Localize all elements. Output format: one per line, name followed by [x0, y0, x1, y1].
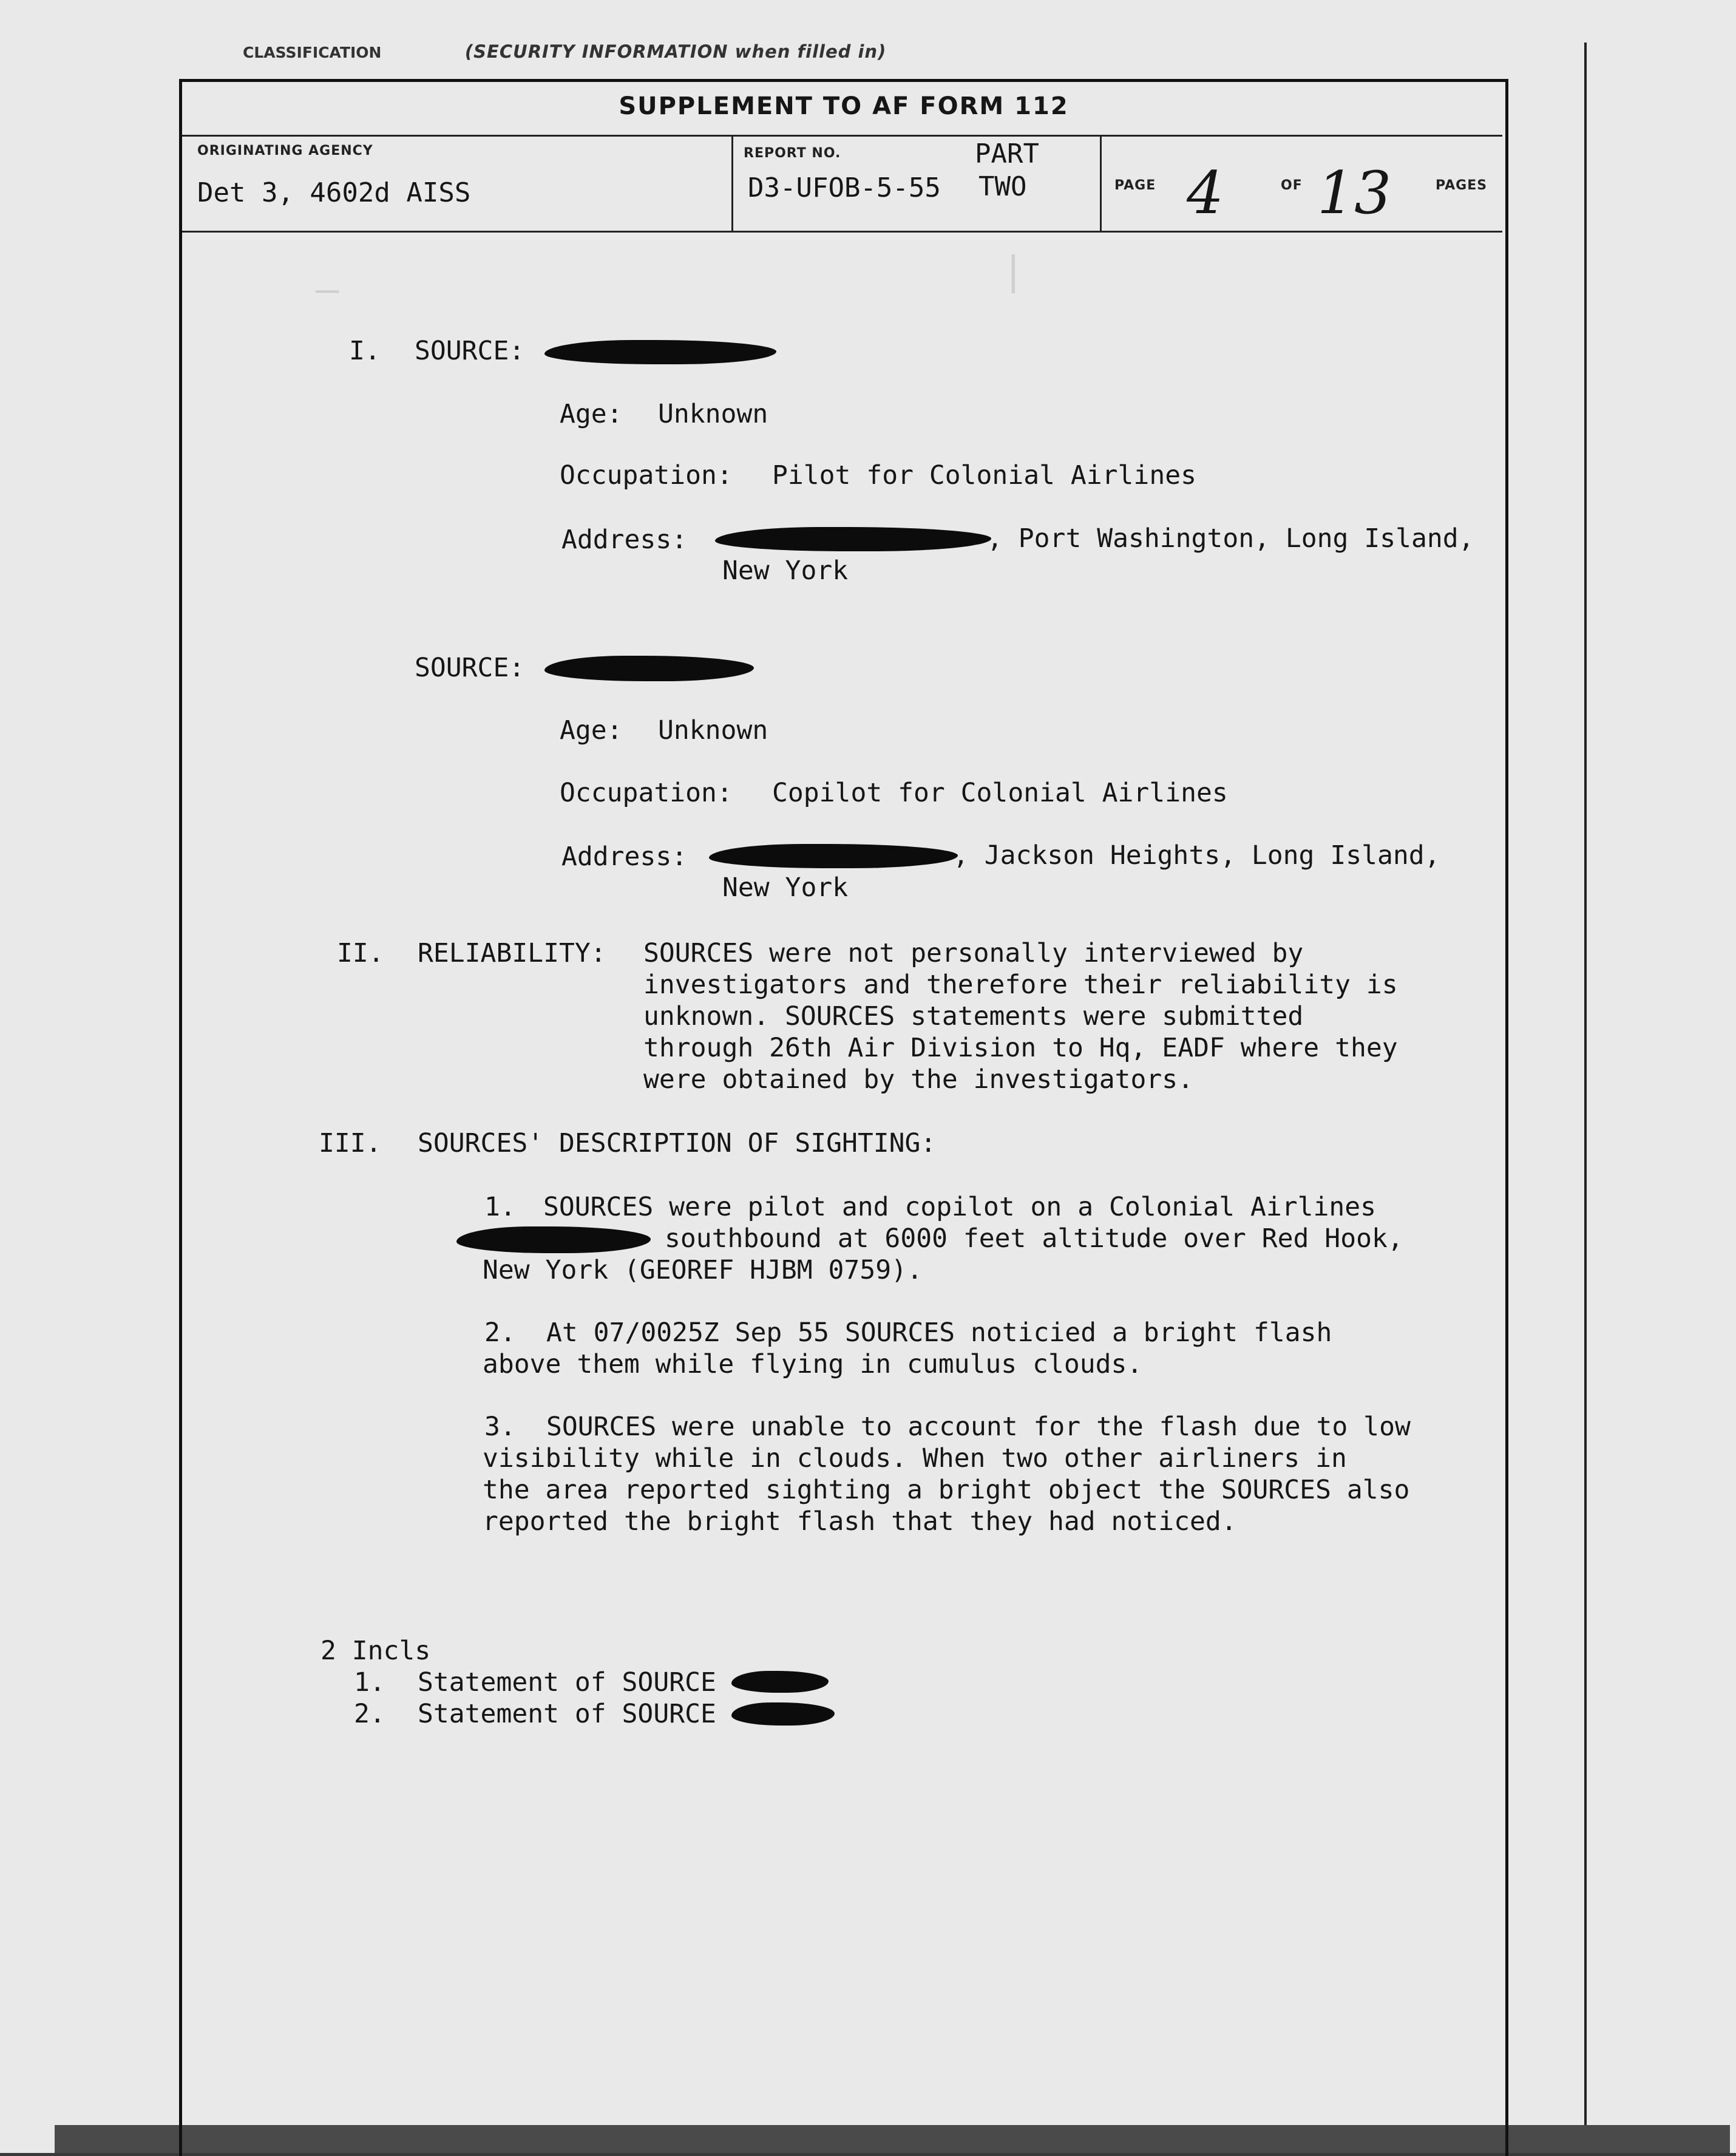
- originating-agency: Det 3, 4602d AISS: [197, 177, 471, 208]
- security-note: (SECURITY INFORMATION when filled in): [464, 41, 887, 62]
- section-1-numeral: I.: [349, 336, 381, 366]
- sighting-item-line: above them while flying in cumulus clouds.: [483, 1349, 1143, 1379]
- redaction-bar: [544, 340, 776, 364]
- reliability-line: investigators and therefore their reliability is: [643, 970, 1398, 1000]
- source-1-age-label: Age:: [560, 399, 623, 429]
- report-no-label: REPORT NO.: [744, 146, 841, 161]
- sighting-item-line: visibility while in clouds. When two other airliners in: [483, 1443, 1347, 1474]
- reliability-label: RELIABILITY:: [418, 938, 606, 968]
- sighting-item-line: reported the bright flash that they had noticed.: [483, 1506, 1237, 1537]
- source-1-address-line2: New York: [722, 556, 849, 586]
- header-divider: [731, 137, 733, 231]
- sighting-item-number: 1.: [484, 1192, 516, 1222]
- page-label: PAGE: [1114, 178, 1156, 193]
- sighting-item-line: New York (GEOREF HJBM 0759).: [483, 1255, 923, 1285]
- header-divider: [1100, 137, 1102, 231]
- form-frame: [179, 79, 1508, 2156]
- sighting-description-label: SOURCES' DESCRIPTION OF SIGHTING:: [418, 1128, 937, 1158]
- bleed-through-mark: |: [1002, 249, 1025, 294]
- source-1-address-label: Address:: [561, 525, 688, 555]
- sighting-item-line: the area reported sighting a bright object the SOURCES also: [483, 1475, 1410, 1505]
- source-2-address-label: Address:: [561, 842, 688, 872]
- source-2-address-line2: New York: [722, 872, 849, 903]
- inclosure-number: 1.: [354, 1667, 385, 1698]
- classification-label: CLASSIFICATION: [243, 44, 382, 61]
- reliability-line: were obtained by the investigators.: [643, 1064, 1194, 1095]
- redaction-bar: [709, 844, 958, 868]
- reliability-line: SOURCES were not personally interviewed by: [643, 938, 1304, 968]
- security-header: [243, 41, 886, 62]
- header-rule: [182, 231, 1502, 233]
- source-1-address-line1: , Port Washington, Long Island,: [987, 523, 1474, 554]
- source-1-label: SOURCE:: [415, 336, 525, 366]
- reliability-line: through 26th Air Division to Hq, EADF where they: [643, 1033, 1398, 1063]
- redaction-bar: [731, 1671, 829, 1693]
- source-2-label: SOURCE:: [415, 653, 525, 683]
- form-title: SUPPLEMENT TO AF FORM 112: [619, 92, 1069, 120]
- inclosure-text: Statement of SOURCE: [418, 1699, 716, 1729]
- sighting-item-line: At 07/0025Z Sep 55 SOURCES noticied a bright flash: [546, 1318, 1332, 1348]
- report-number: D3-UFOB-5-55: [748, 172, 941, 203]
- source-1-occupation-label: Occupation:: [560, 460, 733, 491]
- of-label: OF: [1281, 178, 1303, 193]
- page-number: 4: [1187, 159, 1224, 227]
- source-2-occupation-label: Occupation:: [560, 778, 733, 808]
- source-2-age: Unknown: [658, 715, 768, 746]
- section-2-numeral: II.: [337, 938, 384, 968]
- reliability-line: unknown. SOURCES statements were submitted: [643, 1001, 1304, 1032]
- source-2-occupation: Copilot for Colonial Airlines: [772, 778, 1228, 808]
- redaction-bar: [715, 527, 991, 551]
- header-rule: [182, 135, 1502, 137]
- page-edge: [1584, 43, 1587, 2149]
- source-2-address-line1: , Jackson Heights, Long Island,: [953, 840, 1440, 871]
- redaction-bar: [456, 1226, 651, 1253]
- sighting-item-line: SOURCES were unable to account for the flash due to low: [546, 1412, 1411, 1442]
- part-value: TWO: [978, 171, 1027, 202]
- sighting-item-line: southbound at 6000 feet altitude over Red Hook,: [665, 1223, 1403, 1254]
- inclosure-number: 2.: [354, 1699, 385, 1729]
- bleed-through-mark: —: [316, 267, 339, 312]
- source-2-age-label: Age:: [560, 715, 623, 746]
- sighting-item-number: 3.: [484, 1412, 516, 1442]
- part-label: PART: [975, 138, 1039, 169]
- source-1-occupation: Pilot for Colonial Airlines: [772, 460, 1196, 491]
- inclosures-heading: 2 Incls: [320, 1636, 431, 1666]
- section-3-numeral: III.: [319, 1128, 382, 1158]
- pages-label: PAGES: [1436, 178, 1488, 193]
- total-pages: 13: [1317, 159, 1392, 227]
- sighting-item-line: SOURCES were pilot and copilot on a Colonial Airlines: [543, 1192, 1377, 1222]
- redaction-bar: [544, 656, 754, 681]
- originating-agency-label: ORIGINATING AGENCY: [197, 143, 373, 158]
- inclosure-text: Statement of SOURCE: [418, 1667, 716, 1698]
- sighting-item-number: 2.: [484, 1318, 516, 1348]
- redaction-bar: [731, 1702, 835, 1726]
- source-1-age: Unknown: [658, 399, 768, 429]
